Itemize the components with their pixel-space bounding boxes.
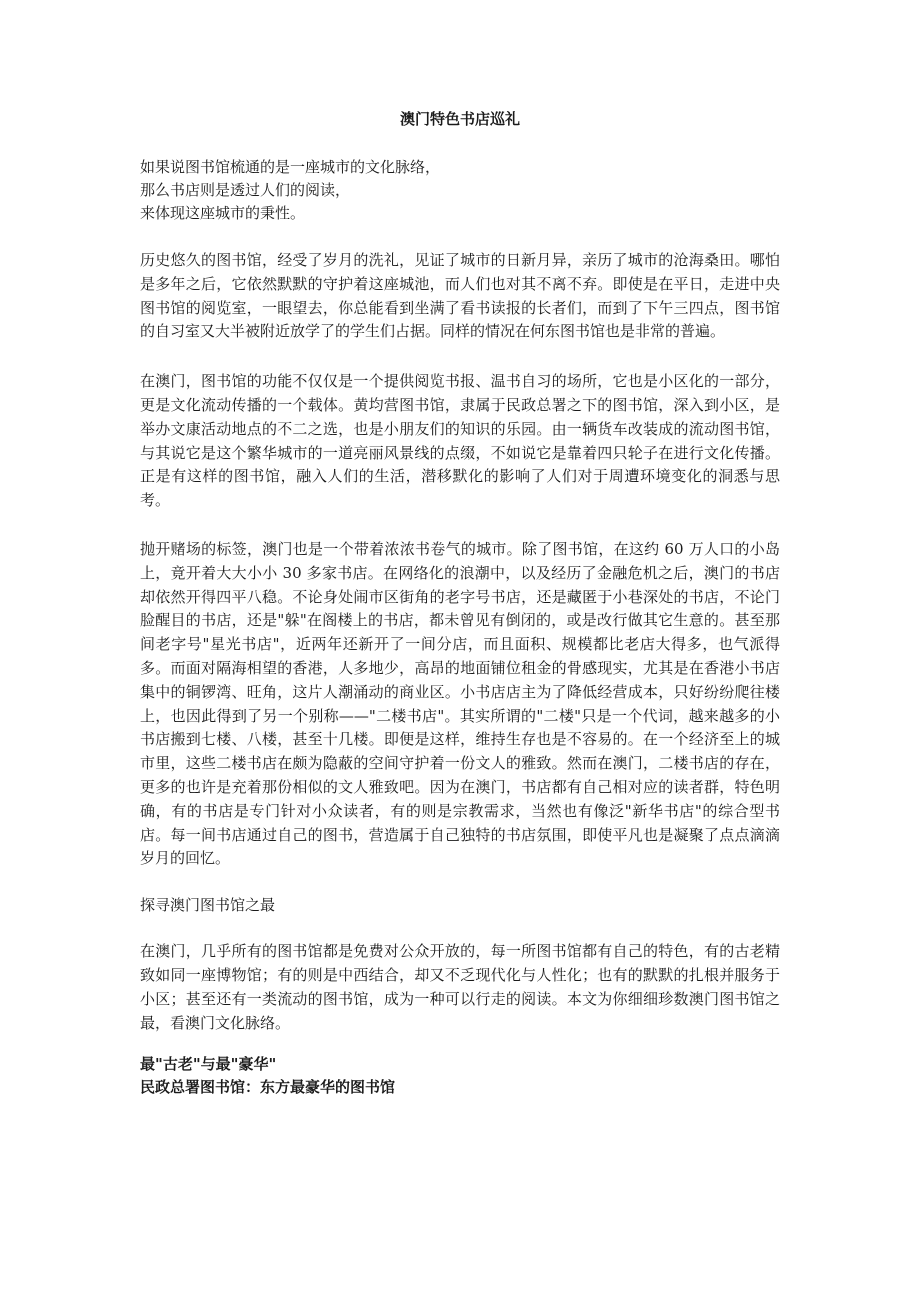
body-paragraph: 抛开赌场的标签，澳门也是一个带着浓浓书卷气的城市。除了图书馆，在这约 60 万人口的小岛上，竟开着大大小小 30 多家书店。在网络化的浪潮中，以及经历了金融危机之后，澳门的书店却依然开得四平八稳。不论身处闹市区街角的老字号书店，还是藏匿于小巷深处的书店，不论门脸醒目的书店，还是"躲"在阁楼上的书店，都未曾见有倒闭的，或是改行做其它生意的。甚至那间老字号"星光书店"，近两年还新开了一间分店，而且面积、规模都比老店大得多，也气派得多。而面对隔海相望的香港，人多地少，高昂的地面铺位租金的骨感现实，尤其是在香港小书店集中的铜锣湾、旺角，这片人潮涌动的商业区。小书店店主为了降低经营成本，只好纷纷爬往楼上，也因此得到了另一个别称——"二楼书店"。其实所谓的"二楼"只是一个代词，越来越多的小书店搬到七楼、八楼，甚至十几楼。即便是这样，维持生存也是不容易的。在一个经济至上的城市里，这些二楼书店在颇为隐蔽的空间守护着一份文人的雅致。然而在澳门，二楼书店的存在，更多的也许是充着那份相似的文人雅致吧。因为在澳门，书店都有自己相对应的读者群，特色明确，有的书店是专门针对小众读者，有的则是宗教需求，当然也有像泛"新华书店"的综合型书店。每一间书店通过自己的图书，营造属于自己独特的书店氛围，即使平凡也是凝聚了点点滴滴岁月的回忆。 bbox=[140, 539, 780, 868]
section-heading: 探寻澳门图书馆之最 bbox=[140, 896, 276, 915]
intro-line: 来体现这座城市的秉性。 bbox=[140, 204, 306, 222]
subheading: 民政总署图书馆：东方最豪华的图书馆 bbox=[140, 1078, 396, 1097]
document-page bbox=[140, 108, 780, 1099]
document-title: 澳门特色书店巡礼 bbox=[399, 110, 520, 128]
body-paragraph: 在澳门，图书馆的功能不仅仅是一个提供阅览书报、温书自习的场所，它也是小区化的一部分，更是文化流动传播的一个载体。黄均营图书馆，隶属于民政总署之下的图书馆，深入到小区，是举办文康活动地点的不二之选，也是小朋友们的知识的乐园。由一辆货车改装成的流动图书馆，与其说它是这个繁华城市的一道亮丽风景线的点缀，不如说它是靠着四只轮子在进行文化传播。正是有这样的图书馆，融入人们的生活，潜移默化的影响了人们对于周遭环境变化的洞悉与思考。 bbox=[140, 372, 780, 510]
intro-block bbox=[140, 156, 780, 225]
intro-line: 如果说图书馆梳通的是一座城市的文化脉络， bbox=[140, 158, 441, 176]
intro-line: 那么书店则是透过人们的阅读， bbox=[140, 181, 351, 199]
subheading: 最"古老"与最"豪华" bbox=[140, 1055, 277, 1074]
body-paragraph: 历史悠久的图书馆，经受了岁月的洗礼，见证了城市的日新月异，亲历了城市的沧海桑田。哪怕是多年之后，它依然默默的守护着这座城池，而人们也对其不离不弃。即使是在平日，走进中央图书馆的阅览室，一眼望去，你总能看到坐满了看书读报的长者们，而到了下午三四点，图书馆的自习室又大半被附近放学了的学生们占据。同样的情况在何东图书馆也是非常的普遍。 bbox=[140, 251, 780, 341]
section-paragraph: 在澳门，几乎所有的图书馆都是免费对公众开放的，每一所图书馆都有自己的特色，有的古老精致如同一座博物馆；有的则是中西结合，却又不乏现代化与人性化；也有的默默的扎根并服务于小区；甚至还有一类流动的图书馆，成为一种可以行走的阅读。本文为你细细珍数澳门图书馆之最，看澳门文化脉络。 bbox=[140, 942, 780, 1032]
